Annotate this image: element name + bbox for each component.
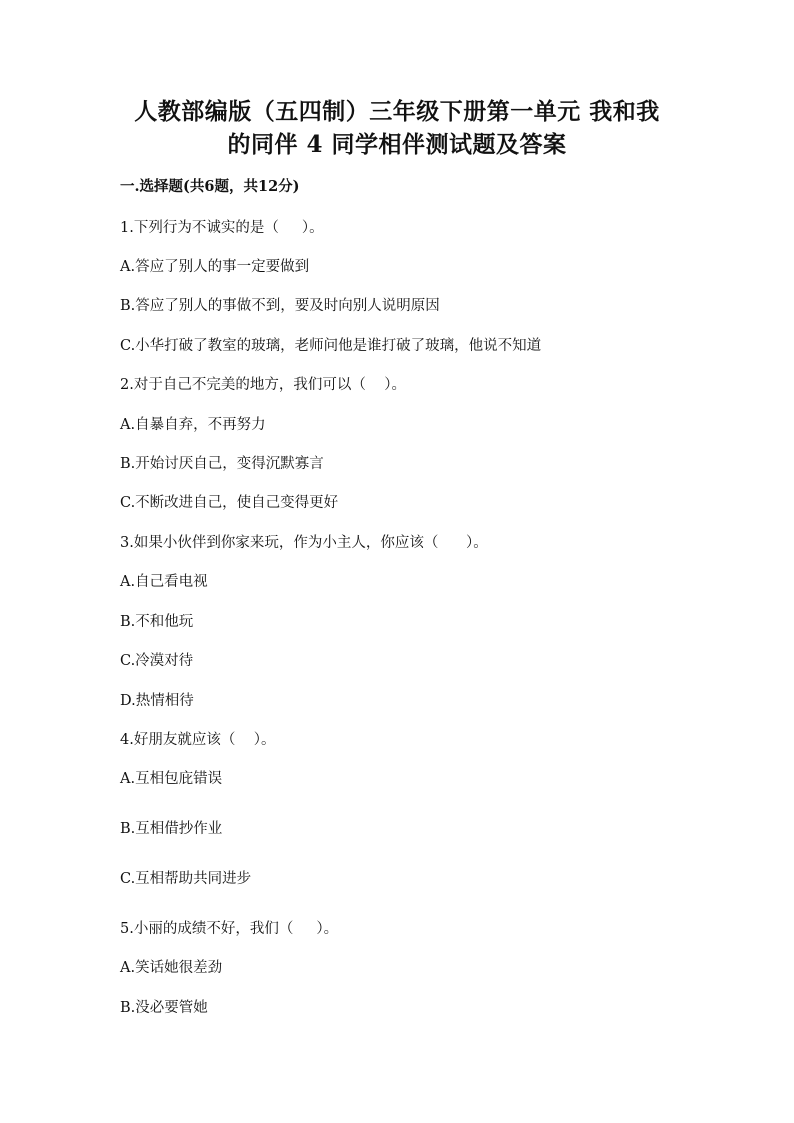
question-3-option-b: B.不和他玩 (120, 614, 194, 630)
question-1-option-b: B.答应了别人的事做不到，要及时向别人说明原因 (120, 298, 440, 314)
question-4-option-a: A.互相包庇错误 (120, 771, 223, 787)
section-heading: 一.选择题(共6题，共12分) (120, 178, 300, 195)
question-3-option-d: D.热情相待 (120, 693, 194, 709)
question-4-option-b: B.互相借抄作业 (120, 821, 223, 837)
question-1-option-c: C.小华打破了教室的玻璃，老师问他是谁打破了玻璃，他说不知道 (120, 338, 542, 354)
question-1-option-a: A.答应了别人的事一定要做到 (120, 259, 310, 275)
question-2-option-a: A.自暴自弃，不再努力 (120, 417, 266, 433)
question-1-stem: 1.下列行为不诚实的是（ ）。 (120, 220, 324, 236)
document-title-line-1: 人教部编版（五四制）三年级下册第一单元 我和我 (134, 98, 660, 125)
question-4-stem: 4.好朋友就应该（ ）。 (120, 732, 276, 748)
question-2-stem: 2.对于自己不完美的地方，我们可以（ ）。 (120, 377, 407, 393)
question-3-stem: 3.如果小伙伴到你家来玩，作为小主人，你应该（ ）。 (120, 535, 488, 551)
question-5-option-a: A.笑话她很差劲 (120, 960, 223, 976)
question-5-option-b: B.没必要管她 (120, 1000, 208, 1016)
question-2-option-c: C.不断改进自己，使自己变得更好 (120, 495, 339, 511)
question-4-option-c: C.互相帮助共同进步 (120, 871, 252, 887)
document-title-line-2: 的同伴 4 同学相伴测试题及答案 (227, 131, 567, 158)
question-5-stem: 5.小丽的成绩不好，我们（ ）。 (120, 921, 339, 937)
question-3-option-a: A.自己看电视 (120, 574, 208, 590)
question-3-option-c: C.冷漠对待 (120, 653, 194, 669)
question-2-option-b: B.开始讨厌自己，变得沉默寡言 (120, 456, 324, 472)
